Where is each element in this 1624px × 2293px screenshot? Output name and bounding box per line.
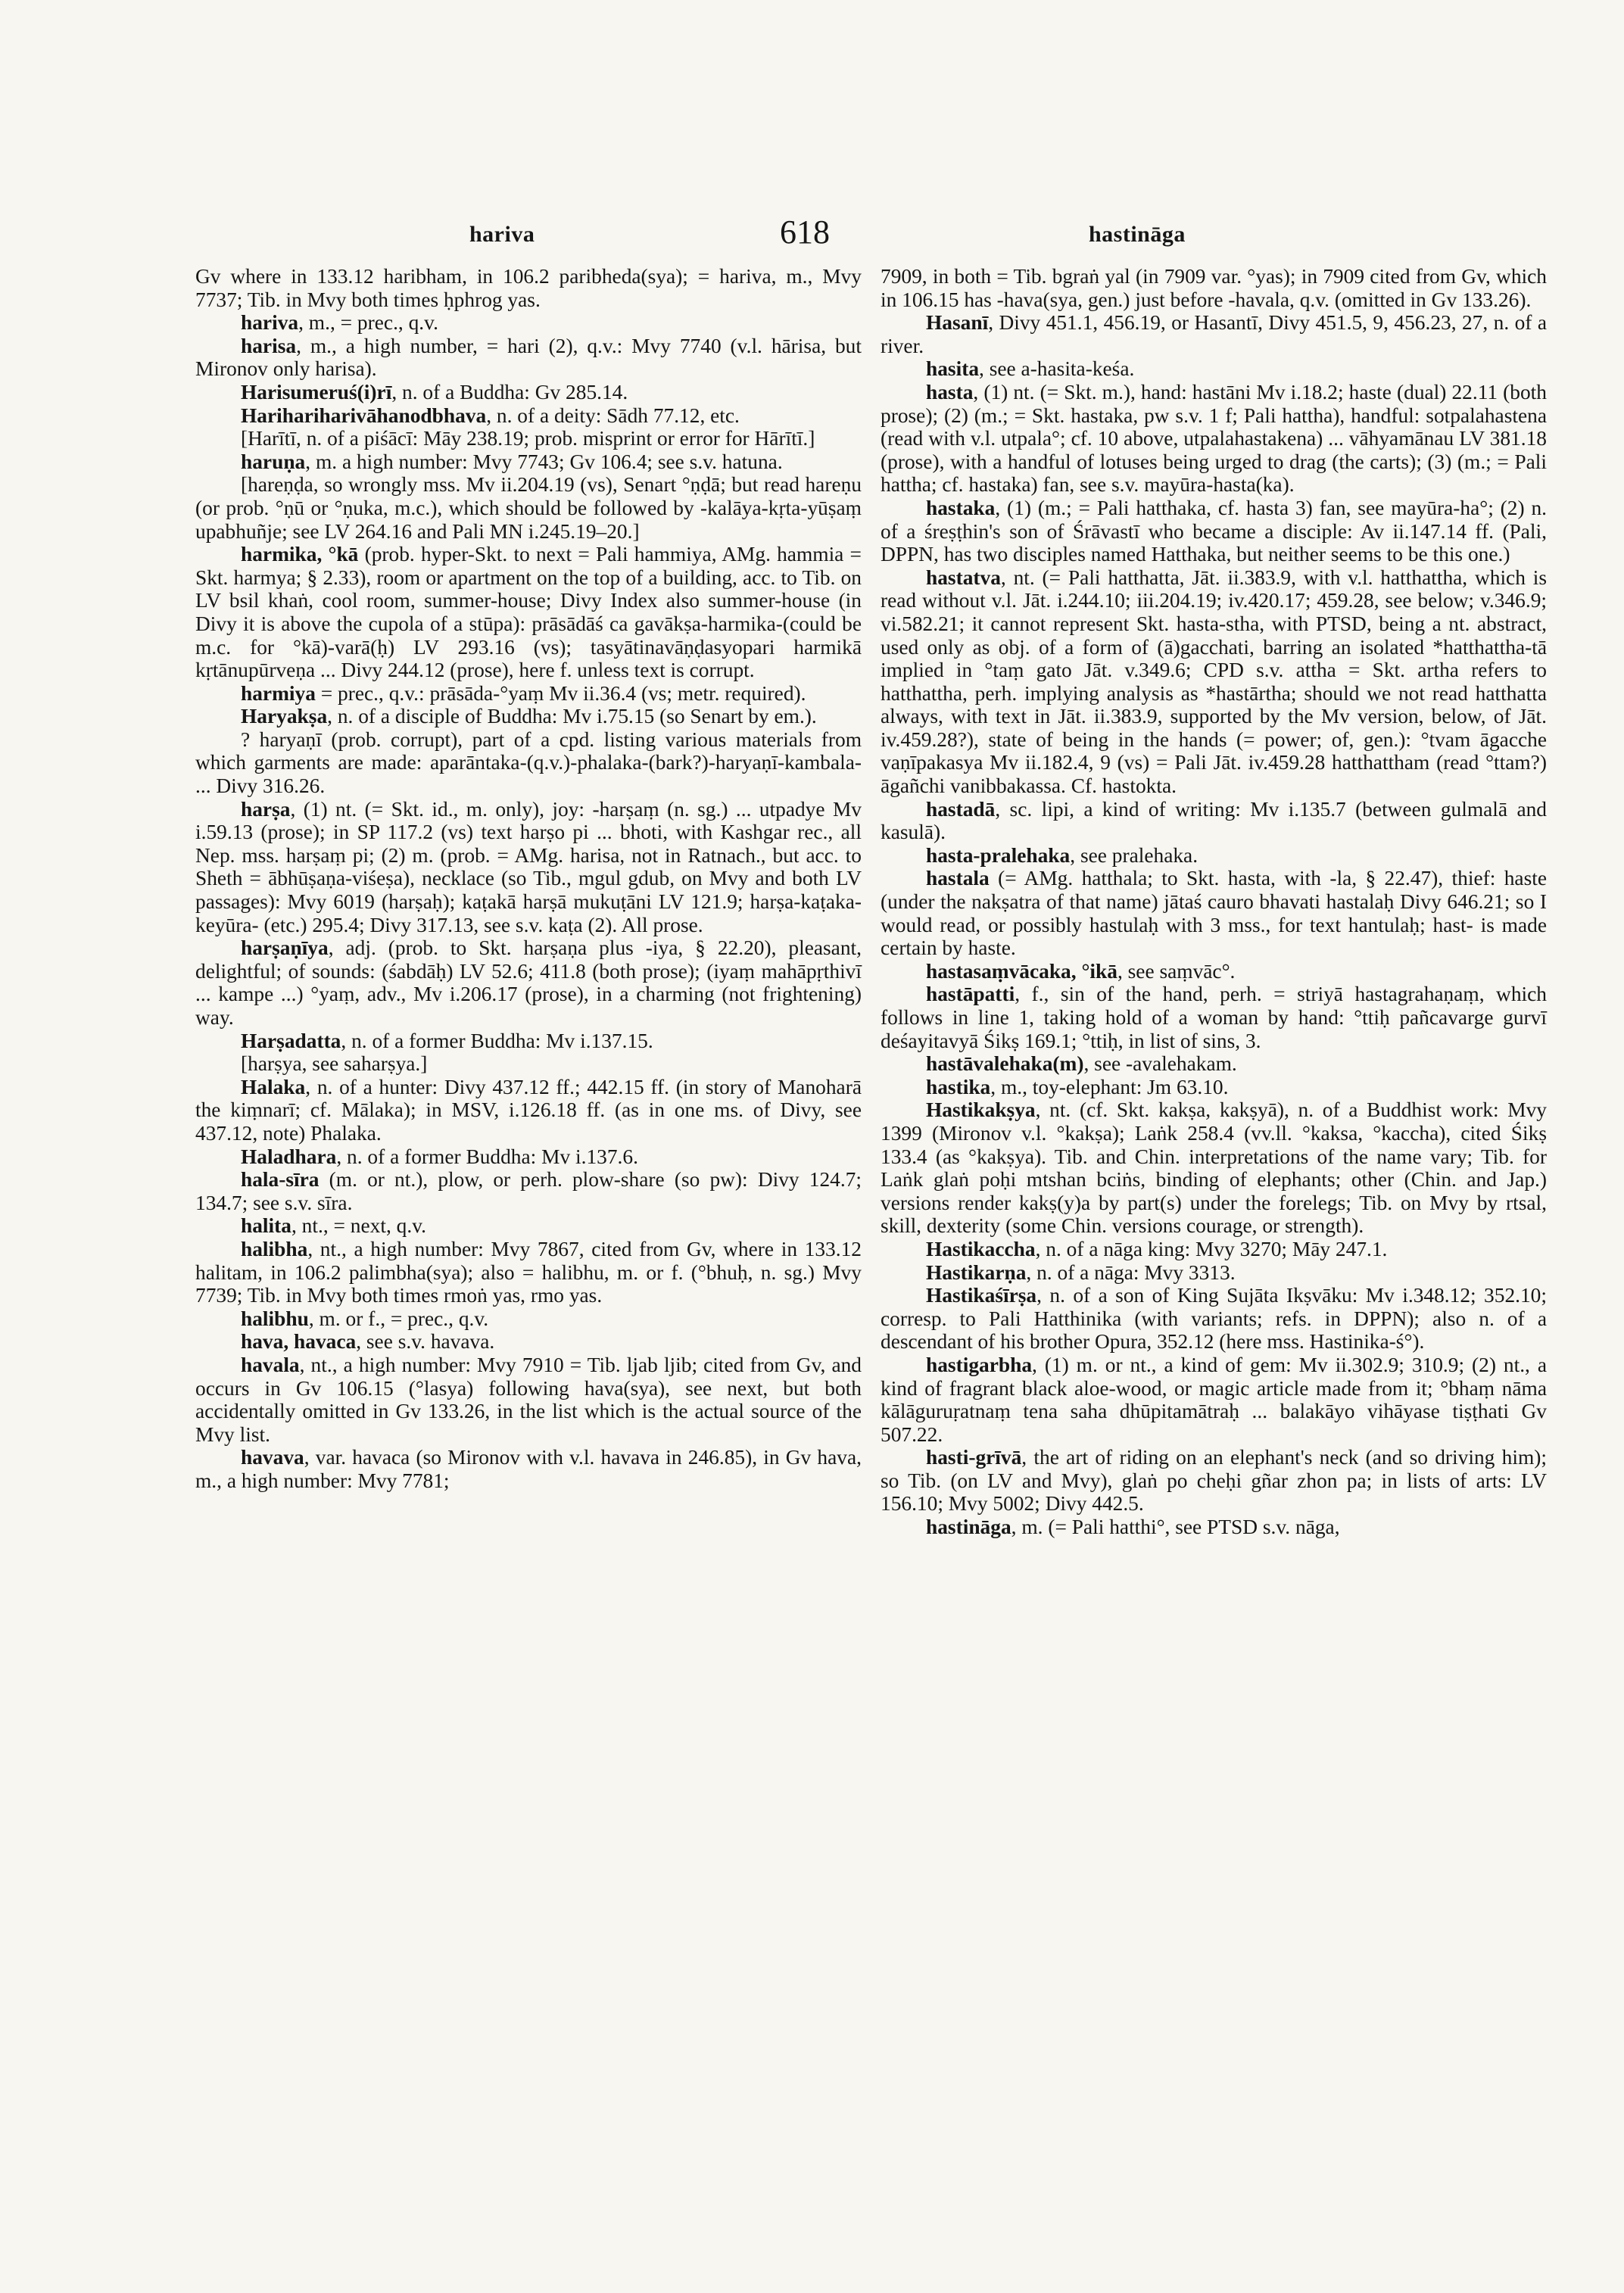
entry-definition: (m. or nt.), plow, or perh. plow-share (so pw): Divy 124.7; 134.7; see s.v. sīra.: [195, 1168, 862, 1214]
dictionary-entry: [195, 682, 862, 706]
entry-headword: hastigarbha: [926, 1353, 1033, 1376]
dictionary-entry: [195, 1168, 862, 1214]
dictionary-entry: [195, 936, 862, 1029]
dictionary-entry: [881, 1098, 1547, 1238]
entry-definition: ? haryaṇī (prob. corrupt), part of a cpd. listing various materials from which garments are made: aparāntaka-(q.v.)-phalaka-(bark?)-haryaṇī-kambala- ... Divy 316.26.: [195, 727, 862, 798]
dictionary-entry: [195, 427, 862, 450]
entry-headword: Harisumeruś(i)rī: [241, 380, 392, 403]
entry-headword: harṣaṇīya: [241, 936, 329, 960]
entry-headword: Harṣadatta: [241, 1029, 341, 1052]
entry-definition: , m., a high number, = hari (2), q.v.: Mvy 7740 (v.l. hārisa, but Mironov only harisa).: [195, 334, 862, 381]
entry-definition: , nt., a high number: Mvy 7910 = Tib. ljab ljib; cited from Gv, and occurs in Gv 106.15 (°lasya) following hava(sya), see next, but both accidentally omitted in Gv 133.26, in the list which is the actual source of the Mvy list.: [195, 1353, 862, 1446]
entry-headword: hastadā: [926, 797, 996, 821]
dictionary-entry: [195, 265, 862, 311]
dictionary-entry: [195, 1354, 862, 1446]
right-column: [881, 265, 1547, 1539]
entry-headword: hastināga: [926, 1516, 1011, 1539]
dictionary-entry: [881, 798, 1547, 844]
entry-definition: 7909, in both = Tib. bgraṅ yal (in 7909 var. °yas); in 7909 cited from Gv, which in 106.15 has -hava(sya, gen.) just before -havala, q.v. (omitted in Gv 133.26).: [881, 265, 1547, 311]
entry-headword: hastasaṃvācaka, °ikā: [926, 959, 1117, 983]
entry-headword: hala-sīra: [241, 1168, 320, 1192]
page-number: 618: [780, 213, 830, 251]
dictionary-entry: [195, 473, 862, 543]
entry-headword: hasti-grīvā: [926, 1446, 1022, 1469]
entry-definition: , (1) m. or nt., a kind of gem: Mv ii.302.9; 310.9; (2) nt., a kind of fragrant black aloe-wood, or magic article made from it; °bhaṃ nāma kālāguruṛatnaṃ tena saha dhūpitamātraḥ ... balakāyo vihāyase tiṣṭhati Gv 507.22.: [881, 1353, 1547, 1446]
header-left-headword: hariva: [469, 222, 535, 247]
dictionary-entry: [881, 1354, 1547, 1446]
entry-headword: haruṇa: [241, 450, 306, 473]
dictionary-entry: [195, 798, 862, 937]
entry-definition: , adj. (prob. to Skt. harṣaṇa plus -iya, § 22.20), pleasant, delightful; of sounds: (śabdāḥ) LV 52.6; 411.8 (both prose); (iyaṃ mahāpṛthivī ... kampe ...) °yaṃ, adv., Mv i.206.17 (prose), in a charming (not frightening) way.: [195, 936, 862, 1029]
dictionary-entry: [881, 1284, 1547, 1354]
entry-definition: , n. of a former Buddha: Mv i.137.6.: [336, 1145, 638, 1168]
dictionary-entry: [881, 1446, 1547, 1516]
entry-definition: , see a-hasita-keśa.: [979, 357, 1135, 381]
dictionary-entry: [195, 311, 862, 335]
entry-headword: hasita: [926, 357, 980, 381]
dictionary-entry: [195, 1030, 862, 1053]
entry-headword: hasta-pralehaka: [926, 843, 1071, 867]
entry-definition: , m., = prec., q.v.: [298, 311, 438, 335]
entry-headword: halibhu: [241, 1307, 309, 1330]
entry-headword: hastatva: [926, 565, 1001, 589]
dictionary-entry: [195, 450, 862, 474]
entry-headword: hastāvalehaka(m): [926, 1052, 1084, 1076]
entry-definition: , Divy 451.1, 456.19, or Hasantī, Divy 451.5, 9, 456.23, 27, n. of a river.: [881, 311, 1547, 357]
dictionary-entry: [881, 497, 1547, 566]
entry-definition: , m. a high number: Mvy 7743; Gv 106.4; see s.v. hatuna.: [305, 450, 783, 473]
dictionary-entry: [195, 1145, 862, 1169]
dictionary-entry: [881, 960, 1547, 983]
entry-definition: , see pralehaka.: [1070, 843, 1199, 867]
entry-headword: Harihariharivāhanodbhava: [241, 403, 487, 427]
dictionary-entry: [195, 1330, 862, 1354]
entry-definition: , (1) nt. (= Skt. id., m. only), joy: -harṣaṃ (n. sg.) ... utpadye Mv i.59.13 (prose); in SP 117.2 (vs) text harṣo pi ... bhoti, with Kashgar rec., all Nep. mss. harṣaṃ pi; (2) m. (prob. = AMg. harisa, not in Ratnach., but acc. to Sheth = ābhūṣaṇa-viśeṣa), necklace (so Tib., mgul gdub, on Mvy and both LV passages): Mvy 6019 (harṣaḥ); kaṭakā harṣā mukuṭāni LV 121.9; harṣa-kaṭaka-keyūra- (etc.) 295.4; Divy 317.13, see s.v. kaṭa (2). All prose.: [195, 797, 862, 936]
entry-headword: Halaka: [241, 1075, 306, 1098]
entry-definition: , f., sin of the hand, perh. = striyā hastagrahaṇaṃ, which follows in line 1, taking hold of a woman by hand: °ttiḥ pañcavarge gurvī deśayitavyā Śikṣ 169.1; °ttiḥ, in list of sins, 3.: [881, 983, 1547, 1052]
entry-headword: Hastikaccha: [926, 1237, 1036, 1260]
dictionary-entry: [195, 1446, 862, 1492]
dictionary-entry: [195, 404, 862, 428]
entry-headword: halibha: [241, 1237, 308, 1260]
dictionary-entry: [881, 566, 1547, 798]
entry-definition: , nt. (cf. Skt. kakṣa, kakṣyā), n. of a Buddhist work: Mvy 1399 (Mironov v.l. °kakṣa); Laṅk 258.4 (vv.ll. °kaksa, °kaccha), cited Śikṣ 133.4 (as °kakṣya). Tib. and Chin. interpretations of the name vary; Tib. for Laṅk glaṅ poḥi mtshan bciṅs, binding of elephants; other (Chin. and Jap.) versions render kakṣ(y)a by part(s) under the forelegs; Tib. on Mvy by rtsal, skill, dexterity (some Chin. versions courage, or strength).: [881, 1098, 1547, 1238]
dictionary-entry: [881, 357, 1547, 381]
entry-headword: harṣa: [241, 797, 291, 821]
entry-definition: = prec., q.v.: prāsāda-°yaṃ Mv ii.36.4 (vs; metr. required).: [315, 681, 806, 705]
dictionary-entry: [195, 1076, 862, 1145]
entry-headword: hariva: [241, 311, 299, 335]
entry-definition: , n. of a former Buddha: Mv i.137.15.: [341, 1029, 653, 1052]
dictionary-entry: [881, 844, 1547, 868]
dictionary-entry: [195, 705, 862, 728]
dictionary-entry: [881, 1238, 1547, 1261]
entry-headword: Hastikakṣya: [926, 1098, 1036, 1122]
dictionary-entry: [881, 983, 1547, 1052]
entry-headword: havala: [241, 1353, 300, 1376]
dictionary-entry: [881, 1076, 1547, 1099]
dictionary-entry: [881, 265, 1547, 311]
dictionary-entry: [195, 1307, 862, 1331]
entry-definition: , m. or f., = prec., q.v.: [308, 1307, 489, 1330]
dictionary-entry: [881, 381, 1547, 497]
entry-headword: havava: [241, 1446, 304, 1469]
dictionary-entry: [195, 381, 862, 404]
dictionary-entry: [195, 1214, 862, 1238]
entry-headword: Haryakṣa: [241, 705, 328, 728]
entry-headword: hastika: [926, 1075, 991, 1098]
entry-headword: halita: [241, 1214, 291, 1238]
dictionary-entry: [195, 543, 862, 682]
entry-headword: hastala: [926, 867, 990, 890]
entry-headword: Hastikaśīrṣa: [926, 1284, 1037, 1307]
entry-definition: , n. of a nāga: Mvy 3313.: [1026, 1260, 1236, 1284]
entry-definition: , n. of a nāga king: Mvy 3270; Māy 247.1.: [1035, 1237, 1388, 1260]
entry-definition: , n. of a Buddha: Gv 285.14.: [391, 380, 628, 403]
entry-definition: , var. havaca (so Mironov with v.l. havava in 246.85), in Gv hava, m., a high number: Mvy 7781;: [195, 1446, 862, 1492]
dictionary-entry: [195, 1052, 862, 1076]
entry-definition: , nt., a high number: Mvy 7867, cited from Gv, where in 133.12 halitam, in 106.2 palimbha(sya); also = halibhu, m. or f. (°bhuḥ, n. sg.) Mvy 7739; Tib. in Mvy both times rmoṅ yas, rmo yas.: [195, 1237, 862, 1307]
dictionary-entry: [195, 1238, 862, 1307]
entry-definition: , n. of a son of King Sujāta Ikṣvāku: Mv i.348.12; 352.10; corresp. to Pali Hatthinika (with variants; refs. in DPPN); also n. of a descendant of his brother Opura, 352.12 (here mss. Hastinika-ś°).: [881, 1284, 1547, 1354]
entry-definition: (= AMg. hatthala; to Skt. hasta, with -la, § 22.47), thief: haste (under the nakṣatra of that name) jātaś cauro bhavati hastalaḥ Divy 646.21; so I would read, or possibly hastulaḥ with 3 mss., for text hantulaḥ; hast- is made certain by haste.: [881, 867, 1547, 960]
dictionary-entry: [881, 867, 1547, 959]
entry-headword: harisa: [241, 334, 297, 357]
entry-headword: harmiya: [241, 681, 316, 705]
header-right-headword: hastināga: [1089, 222, 1186, 247]
entry-headword: Hasanī: [926, 311, 989, 335]
entry-headword: Hastikarṇa: [926, 1260, 1027, 1284]
dictionary-entry: [881, 1516, 1547, 1539]
entry-definition: , m. (= Pali hatthi°, see PTSD s.v. nāga,: [1011, 1516, 1340, 1539]
entry-headword: hasta: [926, 380, 974, 403]
entry-definition: , n. of a deity: Sādh 77.12, etc.: [486, 403, 740, 427]
entry-headword: hastaka: [926, 496, 996, 519]
entry-definition: , the art of riding on an elephant's neck (and so driving him); so Tib. (on LV and Mvy), glaṅ po cheḥi gñar zhon pa; in lists of arts: LV 156.10; Mvy 5002; Divy 442.5.: [881, 1446, 1547, 1516]
entry-definition: , m., toy-elephant: Jm 63.10.: [990, 1075, 1229, 1098]
entry-definition: Gv where in 133.12 haribham, in 106.2 paribheda(sya); = hariva, m., Mvy 7737; Tib. in Mvy both times ḥphrog yas.: [195, 265, 862, 311]
entry-definition: , nt. (= Pali hatthatta, Jāt. ii.383.9, with v.l. hatthattha, which is read without v.l. Jāt. i.244.10; iii.204.19; iv.420.17; 459.28, see below; v.346.9; vi.582.21; it cannot represent Skt. hasta-stha, with PTSD, being a nt. abstract, used only as obj. of a form of (ā)gacchati, barring an isolated *hatthattha-tā implied in °taṃ gato Jāt. v.349.6; CPD s.v. attha = Skt. artha refers to hatthattha, perh. implying analysis as *hastārtha; should we not read hatthatta always, with text in Jāt. ii.383.9, supported by the Mv version, below, of Jāt. iv.459.28?), state of being in the hands (= power; of, gen.): °tvam āgacche vaṇīpakasya Mv ii.182.4, 9 (vs) = Pali Jāt. iv.459.28 hatthattham (read °ttam?) āgañchi vanibbakassa. Cf. hastokta.: [881, 565, 1547, 798]
entry-definition: , see -avalehakam.: [1083, 1052, 1237, 1076]
entry-definition: , (1) nt. (= Skt. m.), hand: hastāni Mv i.18.2; haste (dual) 22.11 (both prose); (2) (m.; = Skt. hastaka, pw s.v. 1 f; Pali hattha), handful: sotpalahastena (read with v.l. utpala°; cf. 10 above, utpalahastakena) ... vāhyamānau LV 381.18 (prose), with a handful of lotuses being urged to drag (the carts); (3) (m.; = Pali hattha; cf. hastaka) fan, see s.v. mayūra-hasta(ka).: [881, 380, 1547, 497]
dictionary-entry: [881, 1261, 1547, 1285]
entry-definition: , n. of a hunter: Divy 437.12 ff.; 442.15 ff. (in story of Manoharā the kiṃnarī; cf. Mālaka); in MSV, i.126.18 ff. (as in one ms. of Divy, see 437.12, note) Phalaka.: [195, 1075, 862, 1145]
entry-definition: , see s.v. havava.: [356, 1330, 495, 1354]
entry-headword: Haladhara: [241, 1145, 337, 1168]
entry-definition: [harṣya, see saharṣya.]: [241, 1052, 428, 1076]
dictionary-entry: [195, 335, 862, 381]
entry-definition: , sc. lipi, a kind of writing: Mv i.135.7 (between gulmalā and kasulā).: [881, 797, 1547, 844]
entry-definition: , (1) (m.; = Pali hatthaka, cf. hasta 3) fan, see mayūra-ha°; (2) n. of a śreṣṭhin's son of Śrāvastī who became a disciple: Av ii.147.14 ff. (Pali, DPPN, has two disciples named Hatthaka, but neither seems to be this one.): [881, 496, 1547, 566]
entry-headword: hastāpatti: [926, 983, 1015, 1006]
entry-definition: (prob. hyper-Skt. to next = Pali hammiya, AMg. hammia = Skt. harmya; § 2.33), room or apartment on the top of a building, acc. to Tib. on LV bsil khaṅ, cool room, summer-house; Divy Index also summer-house (in Divy it is above the cupola of a stūpa): prāsādāś ca gavākṣa-harmika-(could be m.c. for °kā)-varā(ḥ) LV 293.16 (vs); tasyātinavāṇḍasyopari harmikā kṛtānupūrveṇa ... Divy 244.12 (prose), here f. unless text is corrupt.: [195, 543, 862, 682]
entry-definition: , see saṃvāc°.: [1117, 959, 1236, 983]
left-column: [195, 265, 862, 1492]
entry-headword: harmika, °kā: [241, 543, 359, 566]
dictionary-entry: [195, 728, 862, 798]
dictionary-entry: [881, 1052, 1547, 1076]
entry-definition: , n. of a disciple of Buddha: Mv i.75.15 (so Senart by em.).: [327, 705, 817, 728]
entry-definition: [hareṇḍa, so wrongly mss. Mv ii.204.19 (vs), Senart °ṇḍā; but read hareṇu (or prob. °ṇū or °ṇuka, m.c.), which should be followed by -kalāya-kṛta-yūṣaṃ upabhuñje; see LV 264.16 and Pali MN i.245.19–20.]: [195, 473, 862, 543]
dictionary-entry: [881, 311, 1547, 357]
entry-headword: hava, havaca: [241, 1330, 357, 1354]
entry-definition: [Harītī, n. of a piśācī: Māy 238.19; prob. misprint or error for Hārītī.]: [241, 427, 815, 450]
entry-definition: , nt., = next, q.v.: [291, 1214, 426, 1238]
